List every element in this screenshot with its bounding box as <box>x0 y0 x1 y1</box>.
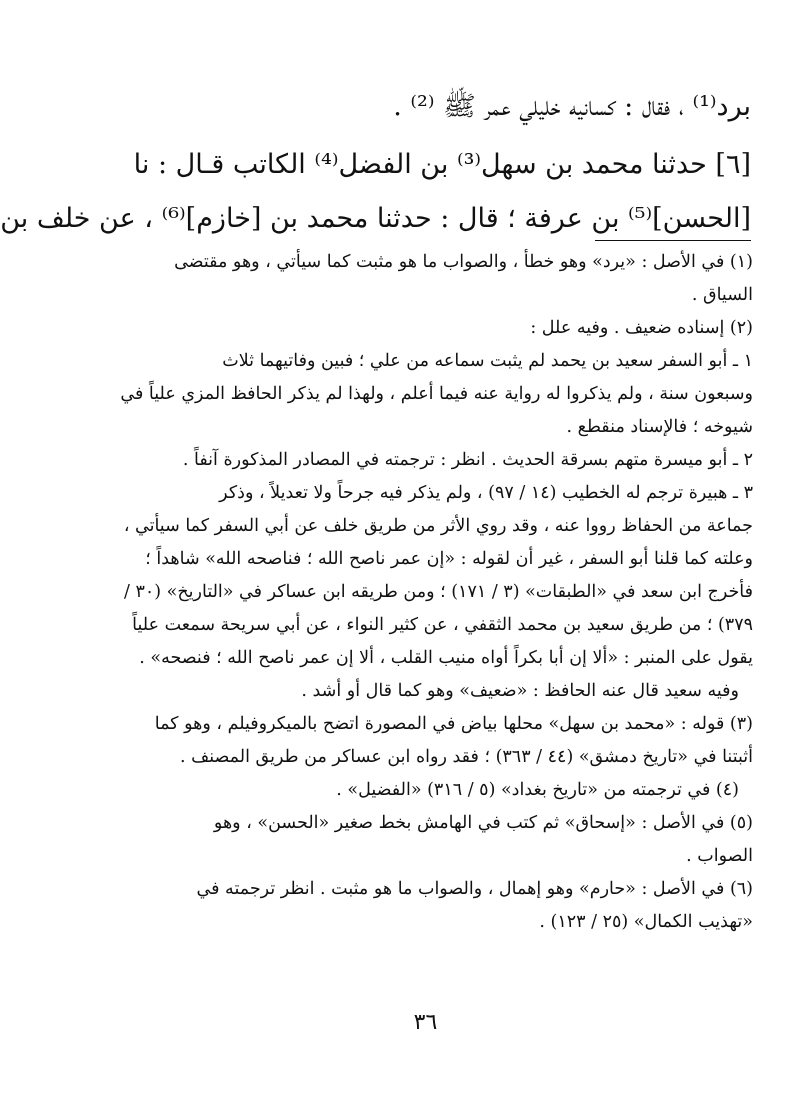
footnote-separator <box>595 240 751 241</box>
footnote-line: «تهذيب الكمال» (٢٥ / ١٢٣) . <box>539 912 753 932</box>
footnote-line: وسبعون سنة ، ولم يذكروا له رواية عنه فيما أعلم ، ولهذا لم يذكر الحافظ المزي علياً في <box>120 384 753 404</box>
main-text-line-1: برد⁽¹⁾ ، فقال : كسانيه خليلي عمر ﷺ ⁽²⁾ . <box>393 91 751 122</box>
footnote-line: الصواب . <box>686 846 753 866</box>
footnote-line: (٥) في الأصل : «إسحاق» ثم كتب في الهامش بخط صغير «الحسن» ، وهو <box>213 813 753 833</box>
footnote-line: أثبتنا في «تاريخ دمشق» (٤٤ / ٣٦٣) ؛ فقد رواه ابن عساكر من طريق المصنف . <box>179 747 753 767</box>
footnote-line: ٣٧٩) ؛ من طريق سعيد بن محمد الثقفي ، عن كثير النواء ، عن أبي سريحة سمعت علياً <box>132 615 753 635</box>
footnotes-block <box>95 246 753 939</box>
footnote-line: ١ ـ أبو السفر سعيد بن يحمد لم يثبت سماعه من علي ؛ فبين وفاتيهما ثلاث <box>222 351 753 371</box>
footnote-line: (٢) إسناده ضعيف . وفيه علل : <box>530 318 753 338</box>
footnote-line: (٤) في ترجمته من «تاريخ بغداد» (٥ / ٣١٦) «الفضيل» . <box>336 780 739 800</box>
footnote-line: شيوخه ؛ فالإسناد منقطع . <box>566 417 753 437</box>
footnote-line: (١) في الأصل : «يرد» وهو خطأ ، والصواب ما هو مثبت كما سيأتي ، وهو مقتضى <box>174 252 753 272</box>
footnote-line: ٢ ـ أبو ميسرة متهم بسرقة الحديث . انظر : ترجمته في المصادر المذكورة آنفاً . <box>182 450 753 470</box>
main-text-line-2: [٦] حدثنا محمد بن سهل⁽³⁾ بن الفضل⁽⁴⁾ الكاتب قـال : نا <box>133 149 751 180</box>
footnote-line: فأخرج ابن سعد في «الطبقات» (٣ / ١٧١) ؛ ومن طريقه ابن عساكر في «التاريخ» (٣٠ / <box>123 582 753 602</box>
footnote-line: يقول على المنبر : «ألا إن أبا بكراً أواه منيب القلب ، ألا إن عمر ناصح الله ؛ فنصحه» . <box>139 648 753 668</box>
footnote-line: (٣) قوله : «محمد بن سهل» محلها بياض في المصورة اتضح بالميكروفيلم ، وهو كما <box>154 714 753 734</box>
main-text-line-3: [الحسن]⁽⁵⁾ بن عرفة ؛ قال : حدثنا محمد بن [خازم]⁽⁶⁾ ، عن خلف بن <box>0 203 751 234</box>
footnote-line: وعلته كما قلنا أبو السفر ، غير أن لقوله : «إن عمر ناصح الله ؛ فناصحه الله» شاهداً ؛ <box>145 549 753 569</box>
footnote-line: وفيه سعيد قال عنه الحافظ : «ضعيف» وهو كما قال أو أشد . <box>301 681 739 701</box>
page-number: ٣٦ <box>413 1010 438 1035</box>
footnote-line: جماعة من الحفاظ رووا عنه ، وقد روي الأثر من طريق خلف عن أبي السفر كما سيأتي ، <box>123 516 753 536</box>
footnote-line: السياق . <box>691 285 753 305</box>
main-text-block <box>0 82 751 246</box>
footnote-line: ٣ ـ هبيرة ترجم له الخطيب (١٤ / ٩٧) ، ولم يذكر فيه جرحاً ولا تعديلاً ، وذكر <box>219 483 753 503</box>
footnote-line: (٦) في الأصل : «حارم» وهو إهمال ، والصواب ما هو مثبت . انظر ترجمته في <box>196 879 753 899</box>
